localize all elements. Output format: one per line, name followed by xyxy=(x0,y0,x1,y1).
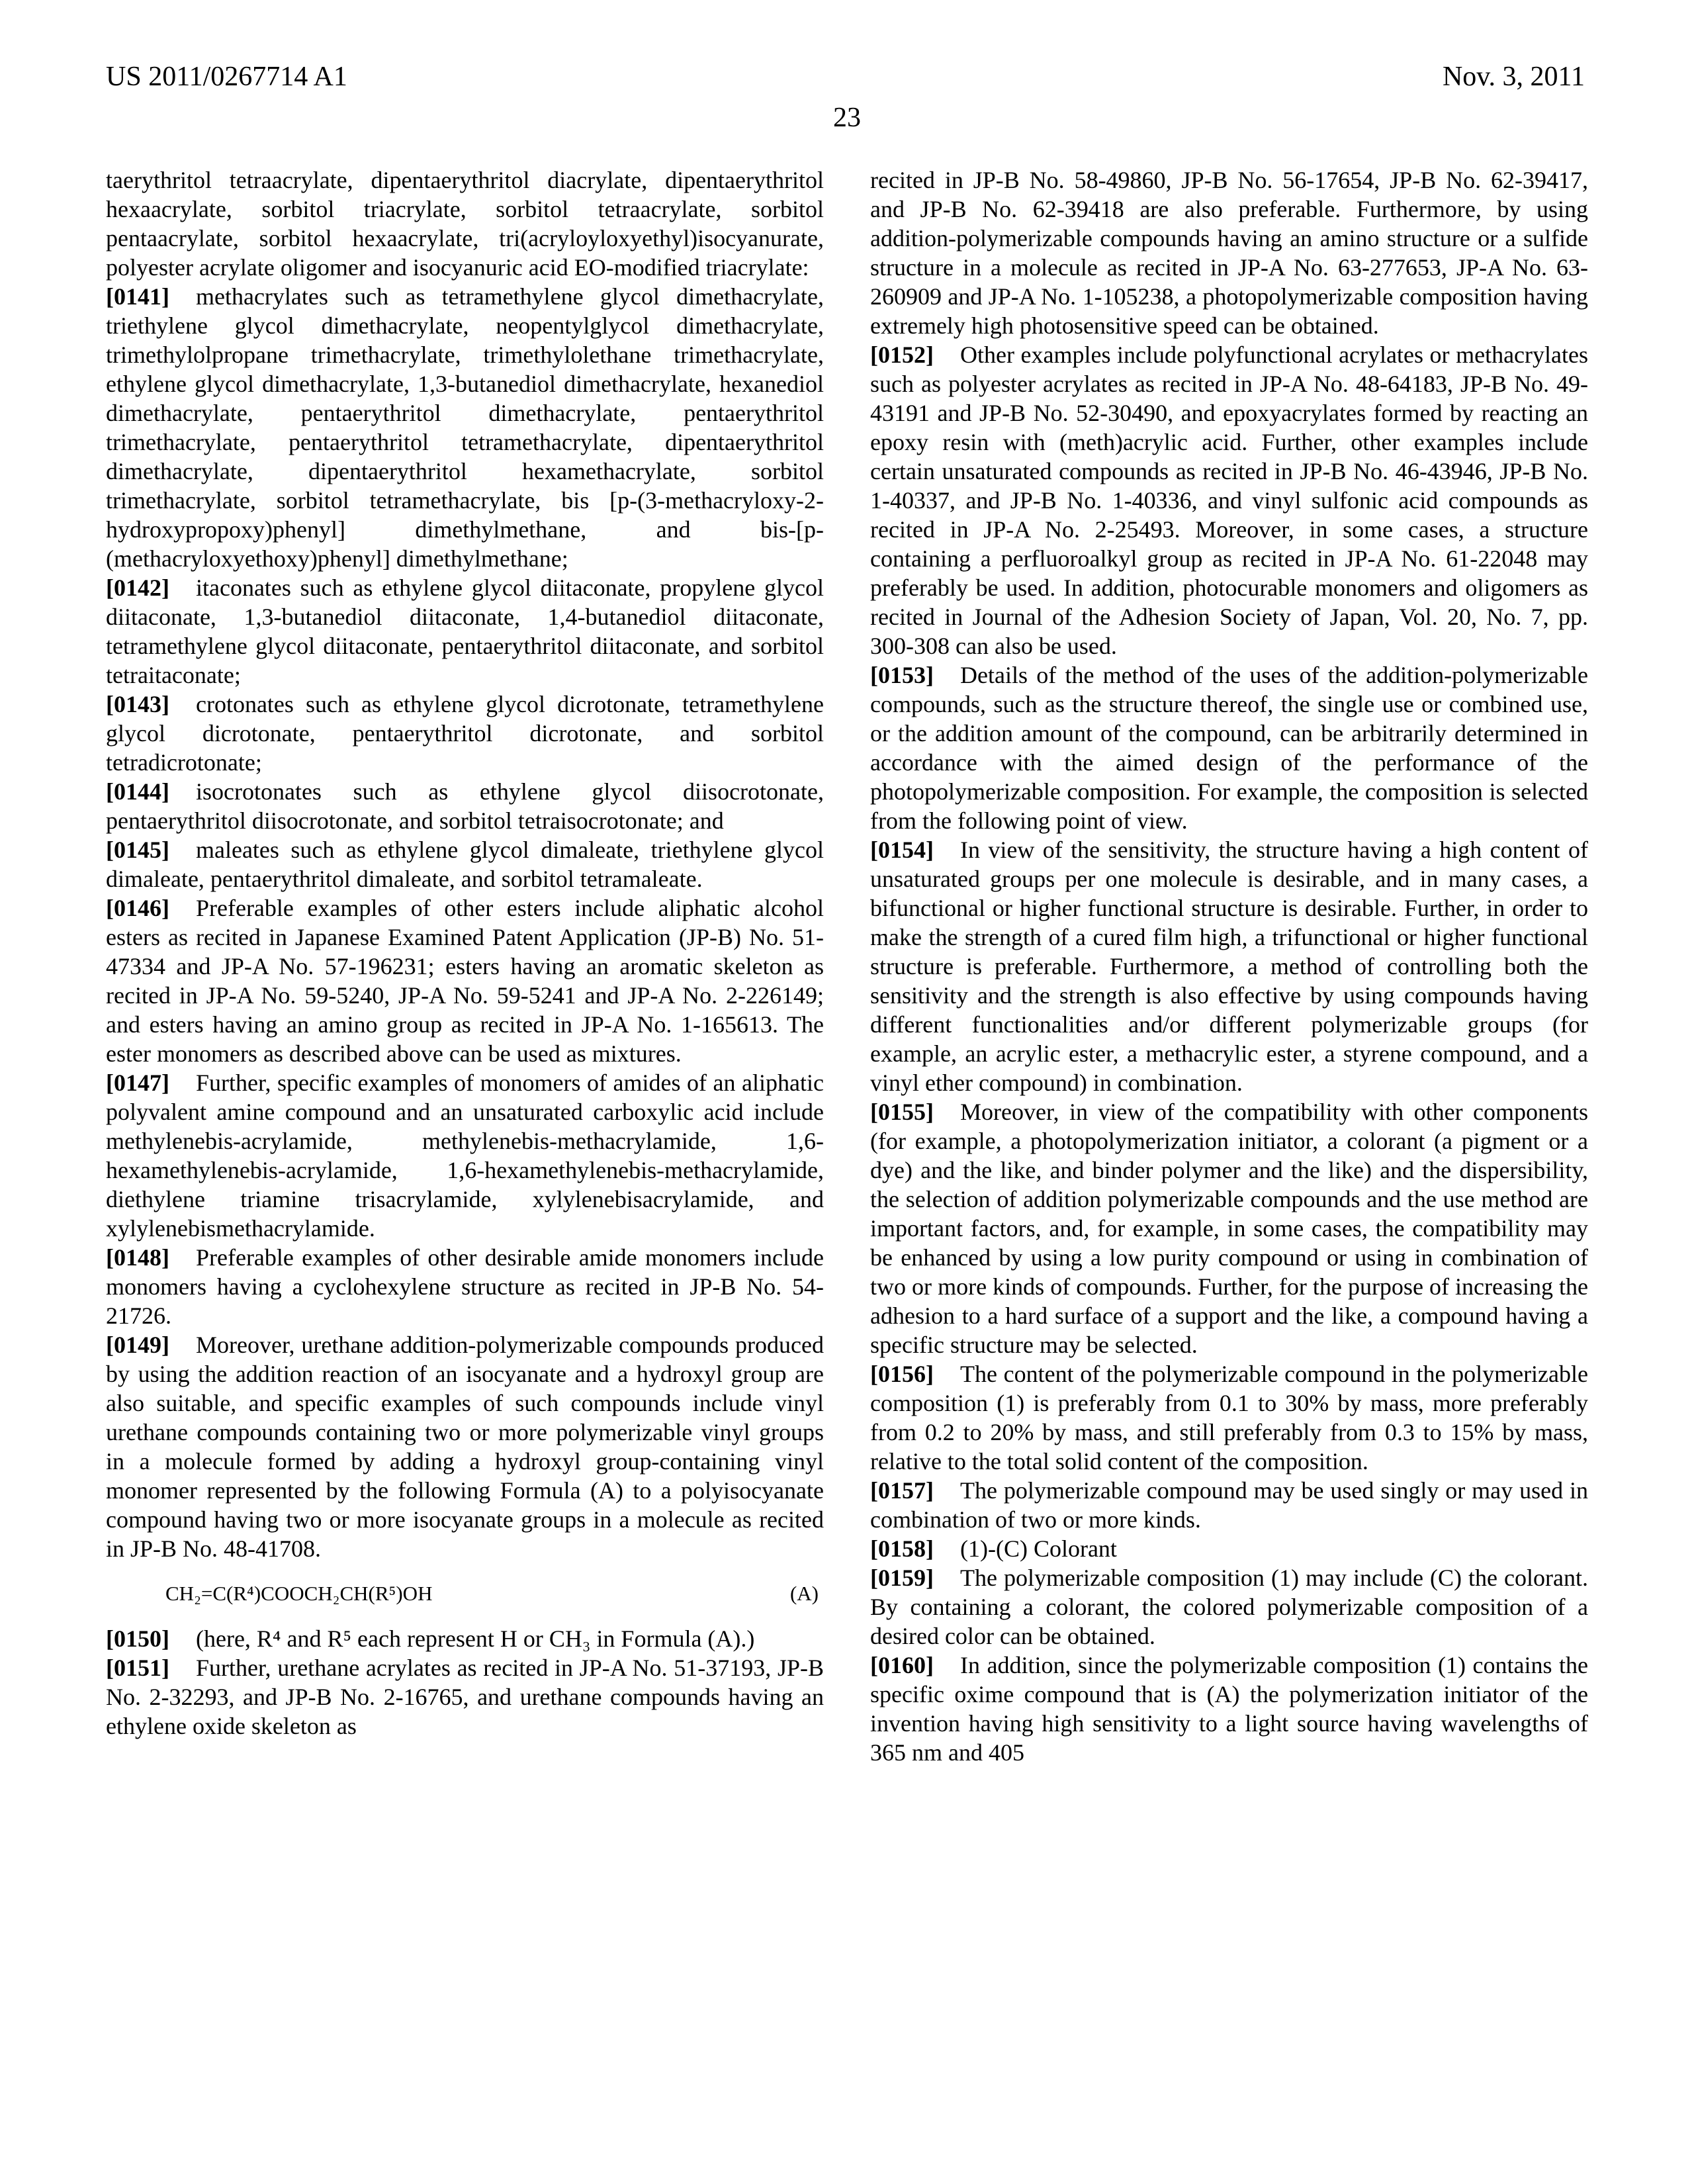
paragraph-number: [0148] xyxy=(106,1244,169,1271)
paragraph-number: [0145] xyxy=(106,837,169,863)
paragraph-number: [0158] xyxy=(870,1535,934,1562)
paragraph-text: Further, specific examples of monomers of amides of an aliphatic polyvalent amine compound and an unsaturated carboxylic acid include methylenebis-acrylamide, methylenebis-methacrylamide, 1,6-hexamethylenebis-acrylamide, 1,6-hexamethylenebis-methacrylamide, diethylene triamine trisacrylamide, xylylenebisacrylamide, and xylylenebismethacrylamide. xyxy=(106,1069,824,1242)
paragraph-text: The polymerizable compound may be used singly or may used in combination of two or more kinds. xyxy=(870,1477,1588,1533)
paragraph-0148 xyxy=(106,1243,824,1330)
text-columns xyxy=(0,134,1694,1767)
page-number: 23 xyxy=(833,103,861,133)
right-column xyxy=(870,165,1588,1767)
paragraph-0157 xyxy=(870,1476,1588,1534)
paragraph-text: maleates such as ethylene glycol dimaleate, triethylene glycol dimaleate, pentaerythritol dimaleate, and sorbitol tetramaleate. xyxy=(106,837,824,892)
paragraph-0152 xyxy=(870,340,1588,660)
paragraph-0156 xyxy=(870,1359,1588,1476)
chemical-formula: CH₂=C(R⁴)COOCH₂CH(R⁵)OH xyxy=(165,1582,433,1605)
paragraph-text: Preferable examples of other desirable amide monomers include monomers having a cyclohexylene structure as recited in JP-B No. 54-21726. xyxy=(106,1244,824,1329)
paragraph-0149 xyxy=(106,1330,824,1563)
paragraph-text: methacrylates such as tetramethylene glycol dimethacrylate, triethylene glycol dimethacrylate, neopentylglycol dimethacrylate, trimethylolpropane trimethacrylate, trimethylolethane trimethacrylate, ethylene glycol dimethacrylate, 1,3-butanediol dimethacrylate, hexanediol dimethacrylate, pentaerythritol dimethacrylate, pentaerythritol trimethacrylate, pentaerythritol tetramethacrylate, dipentaerythritol dimethacrylate, dipentaerythritol hexamethacrylate, sorbitol trimethacrylate, sorbitol tetramethacrylate, bis [p-(3-methacryloxy-2-hydroxypropoxy)phenyl] dimethylmethane, and bis-[p-(methacryloxyethoxy)phenyl] dimethylmethane; xyxy=(106,283,824,572)
paragraph-text: In addition, since the polymerizable composition (1) contains the specific oxime compound that is (A) the polymerization initiator of the invention having high sensitivity to a light source having wavelengths of 365 nm and 405 xyxy=(870,1652,1588,1766)
paragraph-number: [0146] xyxy=(106,895,169,921)
left-column xyxy=(106,165,824,1767)
paragraph-text: The content of the polymerizable compound in the polymerizable composition (1) is preferably from 0.1 to 30% by mass, more preferably from 0.2 to 20% by mass, and still preferably from 0.3 to 15% by mass, relative to the total solid content of the composition. xyxy=(870,1361,1588,1475)
paragraph-number: [0160] xyxy=(870,1652,934,1678)
publication-date: Nov. 3, 2011 xyxy=(1442,62,1585,92)
paragraph-text: itaconates such as ethylene glycol diitaconate, propylene glycol diitaconate, 1,3-butanediol diitaconate, 1,4-butanediol diitaconate, tetramethylene glycol diitaconate, pentaerythritol diitaconate, and sorbitol tetraitaconate; xyxy=(106,574,824,688)
page-header xyxy=(0,0,1694,93)
paragraph-0147 xyxy=(106,1068,824,1243)
paragraph-0151 xyxy=(106,1653,824,1741)
chemical-formula-row xyxy=(106,1580,824,1607)
paragraph-number: [0156] xyxy=(870,1361,934,1387)
paragraph-text: isocrotonates such as ethylene glycol diisocrotonate, pentaerythritol diisocrotonate, and sorbitol tetraisocrotonate; and xyxy=(106,778,824,834)
paragraph-continuation xyxy=(106,165,824,282)
paragraph-number: [0143] xyxy=(106,691,169,717)
paragraph-text: Other examples include polyfunctional acrylates or methacrylates such as polyester acrylates as recited in JP-A No. 48-64183, JP-B No. 49-43191 and JP-B No. 52-30490, and epoxyacrylates formed by reacting an epoxy resin with (meth)acrylic acid. Further, other examples include certain unsaturated compounds as recited in JP-B No. 46-43946, JP-B No. 1-40337, and JP-B No. 1-40336, and vinyl sulfonic acid compounds as recited in JP-A No. 2-25493. Moreover, in some cases, a structure containing a perfluoroalkyl group as recited in JP-A No. 61-22048 may preferably be used. In addition, photocurable monomers and oligomers as recited in Journal of the Adhesion Society of Japan, Vol. 20, No. 7, pp. 300-308 can also be used. xyxy=(870,341,1588,659)
paragraph-text: In view of the sensitivity, the structure having a high content of unsaturated groups per one molecule is desirable, and in many cases, a bifunctional or higher functional structure is desirable. Further, in order to make the strength of a cured film high, a trifunctional or higher functional structure is preferable. Furthermore, a method of controlling both the sensitivity and the strength is also effective by using compounds having different functionalities and/or different polymerizable groups (for example, an acrylic ester, a methacrylic ester, a styrene compound, and a vinyl ether compound) in combination. xyxy=(870,837,1588,1096)
paragraph-text: taerythritol tetraacrylate, dipentaerythritol diacrylate, dipentaerythritol hexaacrylate, sorbitol triacrylate, sorbitol tetraacrylate, sorbitol pentaacrylate, sorbitol hexaacrylate, tri(acryloyloxyethyl)isocyanurate, polyester acrylate oligomer and isocyanuric acid EO-modified triacrylate: xyxy=(106,167,824,281)
paragraph-0150 xyxy=(106,1624,824,1653)
paragraph-number: [0159] xyxy=(870,1565,934,1591)
paragraph-0144 xyxy=(106,777,824,835)
paragraph-number: [0149] xyxy=(106,1332,169,1358)
paragraph-number: [0154] xyxy=(870,837,934,863)
formula-label: (A) xyxy=(789,1582,819,1605)
paragraph-text: Moreover, urethane addition-polymerizable compounds produced by using the addition reaction of an isocyanate and a hydroxyl group are also suitable, and specific examples of such compounds include vinyl urethane compounds containing two or more polymerizable vinyl groups in a molecule formed by adding a hydroxyl group-containing vinyl monomer represented by the following Formula (A) to a polyisocyanate compound having two or more isocyanate groups in a molecule as recited in JP-B No. 48-41708. xyxy=(106,1332,824,1562)
paragraph-number: [0157] xyxy=(870,1477,934,1504)
paragraph-0158 xyxy=(870,1534,1588,1563)
paragraph-number: [0147] xyxy=(106,1069,169,1096)
paragraph-text: crotonates such as ethylene glycol dicrotonate, tetramethylene glycol dicrotonate, pentaerythritol dicrotonate, and sorbitol tetradicrotonate; xyxy=(106,691,824,776)
paragraph-number: [0150] xyxy=(106,1625,169,1652)
paragraph-0153 xyxy=(870,660,1588,835)
paragraph-0141 xyxy=(106,282,824,573)
paragraph-text: The polymerizable composition (1) may include (C) the colorant. By containing a colorant, the colored polymerizable composition of a desired color can be obtained. xyxy=(870,1565,1588,1649)
paragraph-0145 xyxy=(106,835,824,893)
patent-number: US 2011/0267714 A1 xyxy=(106,62,347,92)
paragraph-text: (1)-(C) Colorant xyxy=(959,1535,1117,1562)
paragraph-0155 xyxy=(870,1097,1588,1359)
paragraph-number: [0153] xyxy=(870,662,934,688)
paragraph-number: [0141] xyxy=(106,283,169,310)
paragraph-text: Preferable examples of other esters include aliphatic alcohol esters as recited in Japanese Examined Patent Application (JP-B) No. 51-47334 and JP-A No. 57-196231; esters having an aromatic skeleton as recited in JP-A No. 59-5240, JP-A No. 59-5241 and JP-A No. 2-226149; and esters having an amino group as recited in JP-A No. 1-165613. The ester monomers as described above can be used as mixtures. xyxy=(106,895,824,1067)
paragraph-text: Details of the method of the uses of the addition-polymerizable compounds, such as the structure thereof, the single use or combined use, or the addition amount of the compound, can be arbitrarily determined in accordance with the aimed design of the performance of the photopolymerizable composition. For example, the composition is selected from the following point of view. xyxy=(870,662,1588,834)
paragraph-0159 xyxy=(870,1563,1588,1651)
paragraph-0143 xyxy=(106,690,824,777)
paragraph-number: [0155] xyxy=(870,1099,934,1125)
paragraph-number: [0151] xyxy=(106,1655,169,1681)
paragraph-text: recited in JP-B No. 58-49860, JP-B No. 56-17654, JP-B No. 62-39417, and JP-B No. 62-39418 are also preferable. Furthermore, by using addition-polymerizable compounds having an amino structure or a sulfide structure in a molecule as recited in JP-A No. 63-277653, JP-A No. 63-260909 and JP-A No. 1-105238, a photopolymerizable composition having extremely high photosensitive speed can be obtained. xyxy=(870,167,1588,339)
paragraph-number: [0152] xyxy=(870,341,934,368)
paragraph-text: Further, urethane acrylates as recited in JP-A No. 51-37193, JP-B No. 2-32293, and JP-B No. 2-16765, and urethane compounds having an ethylene oxide skeleton as xyxy=(106,1655,824,1739)
paragraph-text: (here, R⁴ and R⁵ each represent H or CH₃ in Formula (A).) xyxy=(195,1625,755,1652)
paragraph-0160 xyxy=(870,1651,1588,1767)
paragraph-0142 xyxy=(106,573,824,690)
paragraph-0154 xyxy=(870,835,1588,1097)
paragraph-number: [0142] xyxy=(106,574,169,601)
paragraph-0146 xyxy=(106,893,824,1068)
paragraph-continuation xyxy=(870,165,1588,340)
paragraph-text: Moreover, in view of the compatibility with other components (for example, a photopolymerization initiator, a colorant (a pigment or a dye) and the like, and binder polymer and the like) and the dispersibility, the selection of addition polymerizable compounds and the use method are important factors, and, for example, in some cases, the compatibility may be enhanced by using a low purity compound or using in combination of two or more kinds of compounds. Further, for the purpose of increasing the adhesion to a hard surface of a support and the like, a compound having a specific structure may be selected. xyxy=(870,1099,1588,1358)
paragraph-number: [0144] xyxy=(106,778,169,805)
